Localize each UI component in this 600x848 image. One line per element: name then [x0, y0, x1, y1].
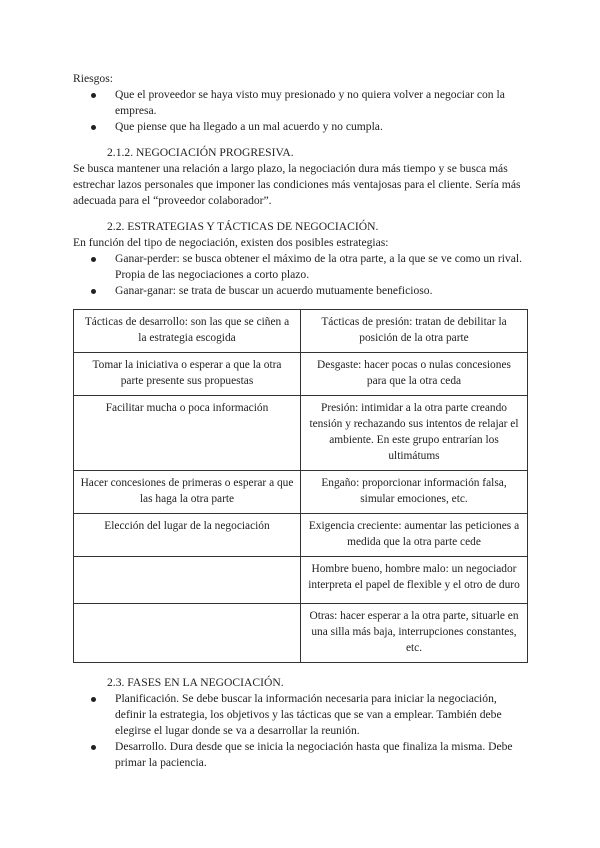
table-cell-development-tactic: Elección del lugar de la negociación	[74, 514, 301, 557]
list-item: Planificación. Se debe buscar la información necesaria para iniciar la negociación, definir la estrategia, los objetivos y las tácticas que se van a emplear. También debe elegirse el lugar donde se va a desarrollar la reunión.	[115, 691, 528, 739]
tactics-table-body	[74, 310, 528, 663]
table-cell-pressure-tactic: Engaño: proporcionar información falsa, simular emociones, etc.	[301, 471, 528, 514]
table-cell-pressure-tactic: Presión: intimidar a la otra parte creando tensión y rechazando sus intentos de relajar el ambiente. En este grupo entrarían los ultimátums	[301, 396, 528, 471]
list-item: Que el proveedor se haya visto muy presionado y no quiera volver a negociar con la empresa.	[115, 87, 528, 119]
table-cell-development-tactic: Tácticas de desarrollo: son las que se ciñen a la estrategia escogida	[74, 310, 301, 353]
table-cell-development-tactic	[74, 604, 301, 663]
section-heading-2-1-2: 2.1.2. NEGOCIACIÓN PROGRESIVA.	[107, 146, 294, 159]
section-heading-2-2: 2.2. ESTRATEGIAS Y TÁCTICAS DE NEGOCIACIÓN.	[107, 220, 379, 233]
section-intro-2-2: En función del tipo de negociación, existen dos posibles estrategias:	[73, 236, 389, 249]
table-row	[74, 557, 528, 604]
table-cell-development-tactic	[74, 557, 301, 604]
risks-title: Riesgos:	[73, 72, 113, 85]
table-row	[74, 514, 528, 557]
table-cell-development-tactic: Facilitar mucha o poca información	[74, 396, 301, 471]
strategies-list	[73, 251, 528, 299]
table-row	[74, 604, 528, 663]
list-item: Ganar-perder: se busca obtener el máximo de la otra parte, a la que se ve como un rival. Propia de las negociaciones a corto plazo.	[115, 251, 528, 283]
table-cell-pressure-tactic: Hombre bueno, hombre malo: un negociador interpreta el papel de flexible y el otro de duro	[301, 557, 528, 604]
table-row	[74, 396, 528, 471]
section-heading-2-3: 2.3. FASES EN LA NEGOCIACIÓN.	[107, 676, 284, 689]
table-cell-development-tactic: Hacer concesiones de primeras o esperar a que las haga la otra parte	[74, 471, 301, 514]
table-cell-pressure-tactic: Exigencia creciente: aumentar las peticiones a medida que la otra parte cede	[301, 514, 528, 557]
tactics-table	[73, 309, 528, 663]
table-cell-pressure-tactic: Otras: hacer esperar a la otra parte, situarle en una silla más baja, interrupciones constantes, etc.	[301, 604, 528, 663]
phases-list	[73, 691, 528, 771]
table-row	[74, 310, 528, 353]
list-item: Que piense que ha llegado a un mal acuerdo y no cumpla.	[115, 119, 528, 135]
risks-list	[73, 87, 528, 135]
table-row	[74, 353, 528, 396]
list-item: Desarrollo. Dura desde que se inicia la negociación hasta que finaliza la misma. Debe primar la paciencia.	[115, 739, 528, 771]
section-paragraph-2-1-2: Se busca mantener una relación a largo plazo, la negociación dura más tiempo y se busca más estrechar lazos personales que imponer las condiciones más ventajosas para el cliente. Sería más adecuada para el “proveedor colaborador”.	[73, 162, 521, 207]
table-row	[74, 471, 528, 514]
document-page	[73, 71, 528, 771]
table-cell-development-tactic: Tomar la iniciativa o esperar a que la otra parte presente sus propuestas	[74, 353, 301, 396]
table-cell-pressure-tactic: Desgaste: hacer pocas o nulas concesiones para que la otra ceda	[301, 353, 528, 396]
list-item: Ganar-ganar: se trata de buscar un acuerdo mutuamente beneficioso.	[115, 283, 528, 299]
table-cell-pressure-tactic: Tácticas de presión: tratan de debilitar la posición de la otra parte	[301, 310, 528, 353]
